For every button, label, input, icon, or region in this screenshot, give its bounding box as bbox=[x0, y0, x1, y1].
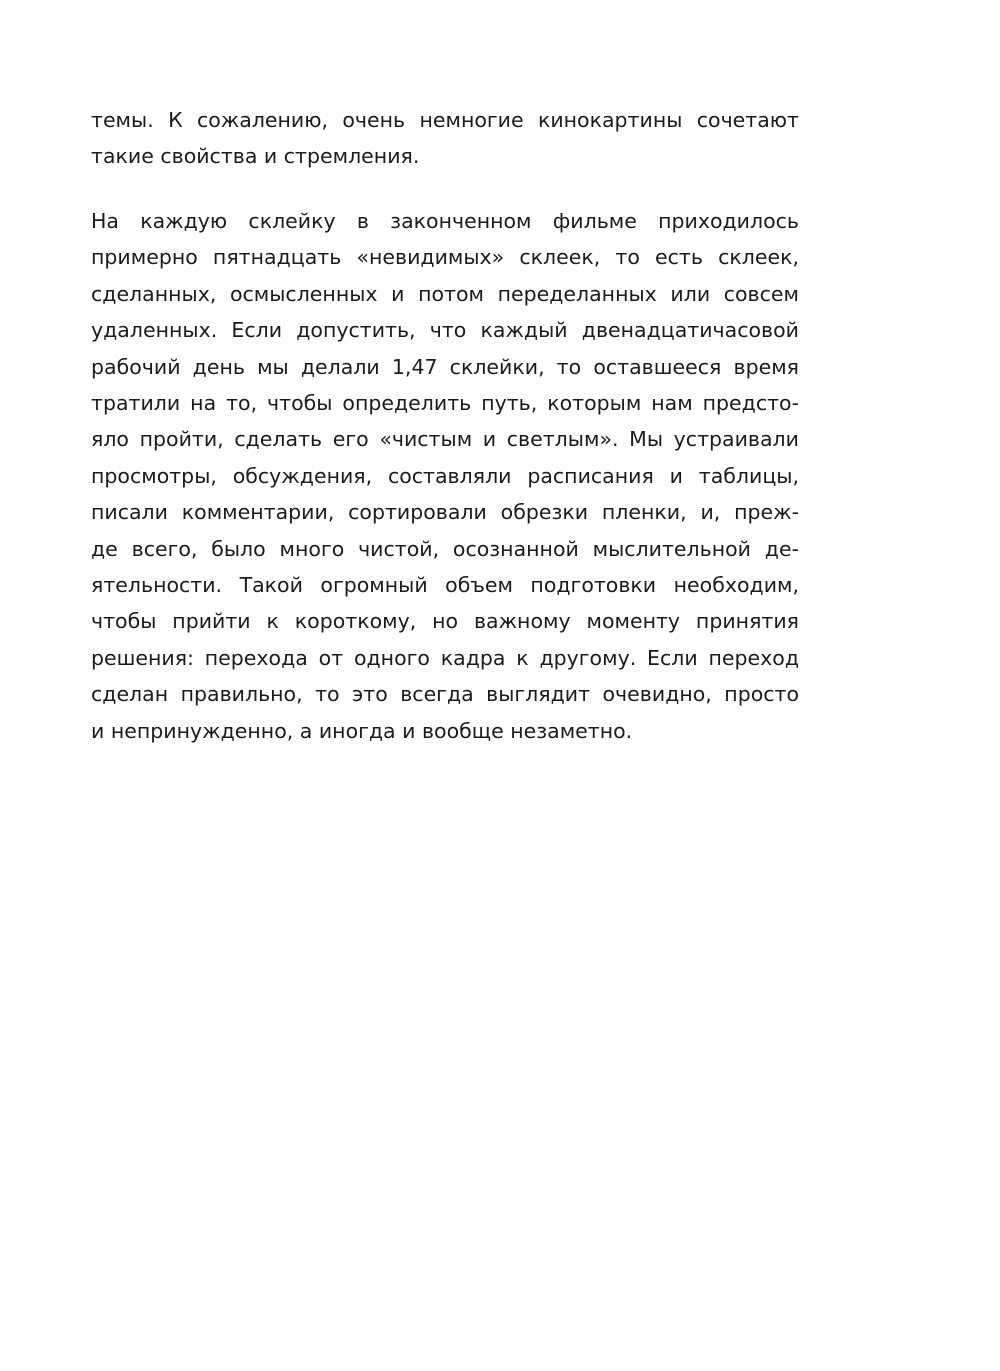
text-line: просмотры, обсуждения, составляли расписания и таблицы, bbox=[91, 463, 799, 488]
text-line: На каждую склейку в законченном фильме приходилось bbox=[91, 209, 799, 233]
text-line: и непринужденно, а иногда и вообще незаметно. bbox=[91, 718, 633, 743]
text-line: удаленных. Если допустить, что каждый двенадцатичасовой bbox=[91, 318, 799, 343]
paragraph-main bbox=[91, 203, 799, 749]
text-line: яло пройти, сделать его «чистым и светлым». Мы устраивали bbox=[91, 427, 799, 452]
text-line: чтобы прийти к короткому, но важному моменту принятия bbox=[91, 609, 799, 634]
text-line: ятельности. Такой огромный объем подготовки необходим, bbox=[91, 573, 799, 598]
text-line: сделанных, осмысленных и потом переделанных или совсем bbox=[91, 281, 799, 306]
text-line: решения: перехода от одного кадра к другому. Если переход bbox=[91, 645, 799, 670]
text-line: такие свойства и стремления. bbox=[91, 144, 420, 169]
text-line: темы. К сожалению, очень немногие кинокартины сочетают bbox=[91, 108, 799, 132]
text-line: примерно пятнадцать «невидимых» склеек, то есть склеек, bbox=[91, 245, 799, 270]
paragraph-continuation bbox=[91, 102, 799, 175]
text-line: сделан правильно, то это всегда выглядит очевидно, просто bbox=[91, 682, 799, 707]
text-line: де всего, было много чистой, осознанной мыслительной де- bbox=[91, 536, 799, 561]
text-line: писали комментарии, сортировали обрезки пленки, и, преж- bbox=[91, 500, 799, 525]
text-line: рабочий день мы делали 1,47 склейки, то оставшееся время bbox=[91, 354, 799, 379]
text-line: тратили на то, чтобы определить путь, которым нам предсто- bbox=[91, 391, 799, 416]
